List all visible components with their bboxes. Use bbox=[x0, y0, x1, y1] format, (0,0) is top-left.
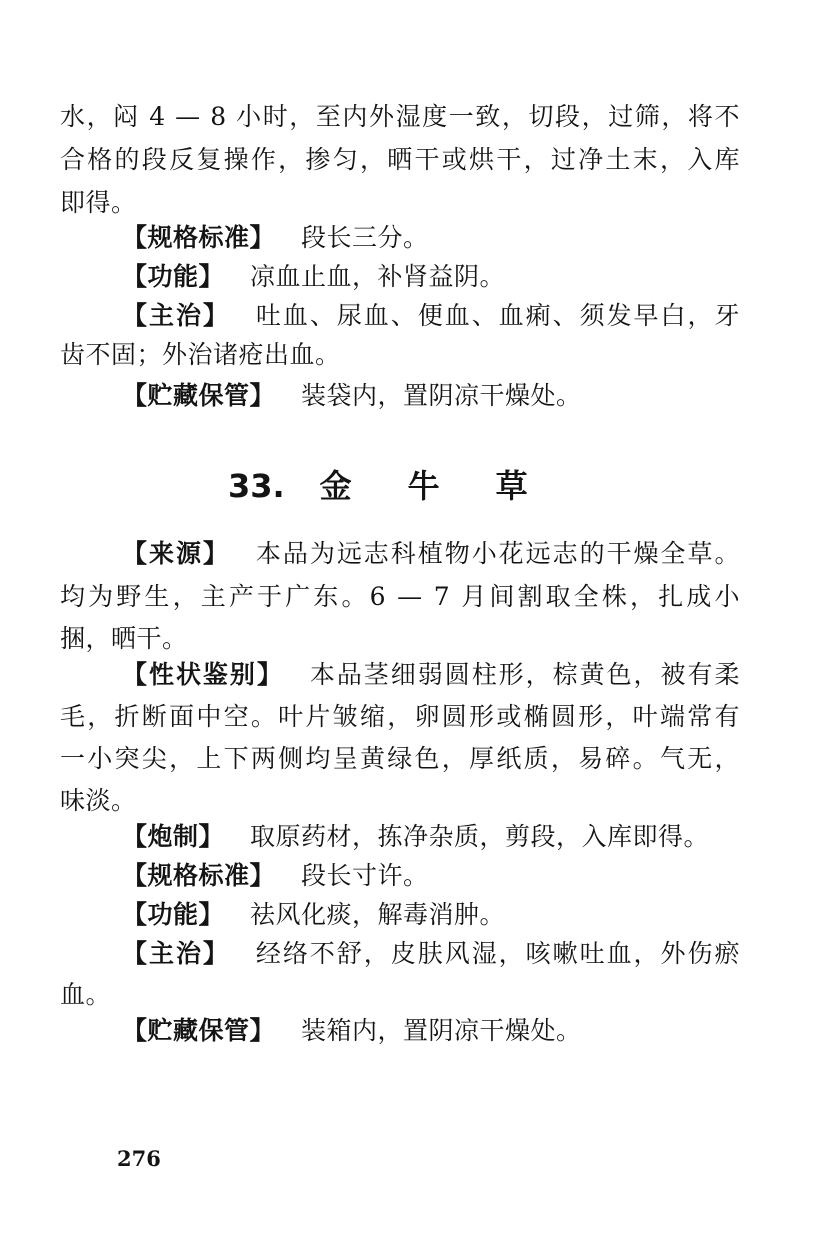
function-label: 【功能】 bbox=[122, 900, 225, 929]
section-title bbox=[228, 464, 529, 508]
spec-label: 【规格标准】 bbox=[122, 223, 276, 252]
indication-text: 吐血、尿血、便血、血痢、须发早白，牙 bbox=[255, 301, 740, 330]
section-number: 33. bbox=[228, 467, 285, 505]
body-line: 均为野生，主产于广东。6 — 7 月间割取全株，扎成小 bbox=[60, 582, 740, 611]
title-char: 牛 bbox=[407, 467, 440, 505]
source-label: 【来源】 bbox=[122, 539, 230, 568]
title-char: 金 bbox=[319, 467, 352, 505]
spec-text: 段长三分。 bbox=[301, 223, 429, 252]
storage-label: 【贮藏保管】 bbox=[122, 381, 276, 410]
identification-entry bbox=[122, 658, 740, 692]
indication-entry bbox=[122, 937, 740, 971]
indication-entry bbox=[122, 299, 740, 333]
spec-entry bbox=[122, 859, 740, 893]
processing-entry bbox=[122, 820, 740, 854]
indication-label: 【主治】 bbox=[122, 939, 230, 968]
spec-text: 段长寸许。 bbox=[301, 861, 429, 890]
body-line: 血。 bbox=[60, 980, 112, 1009]
storage-text: 装箱内，置阴凉干燥处。 bbox=[301, 1016, 582, 1045]
identification-label: 【性状鉴别】 bbox=[122, 660, 284, 689]
indication-text: 经络不舒，皮肤风湿，咳嗽吐血，外伤瘀 bbox=[255, 939, 740, 968]
function-entry bbox=[122, 898, 740, 932]
function-text: 祛风化痰，解毒消肿。 bbox=[250, 900, 506, 929]
body-line: 水，闷 4 — 8 小时，至内外湿度一致，切段，过筛，将不 bbox=[60, 102, 740, 131]
source-entry bbox=[122, 537, 740, 571]
body-line: 味淡。 bbox=[60, 786, 137, 815]
body-line: 一小突尖，上下两侧均呈黄绿色，厚纸质，易碎。气无， bbox=[60, 744, 740, 773]
function-entry bbox=[122, 260, 740, 294]
body-line: 捆，晒干。 bbox=[60, 624, 188, 653]
title-char: 草 bbox=[495, 467, 528, 505]
storage-entry bbox=[122, 379, 740, 413]
indication-label: 【主治】 bbox=[122, 301, 230, 330]
function-label: 【功能】 bbox=[122, 262, 225, 291]
storage-entry bbox=[122, 1014, 740, 1048]
body-line: 即得。 bbox=[60, 188, 137, 217]
identification-text: 本品茎细弱圆柱形，棕黄色，被有柔 bbox=[309, 660, 740, 689]
processing-text: 取原药材，拣净杂质，剪段，入库即得。 bbox=[250, 822, 710, 851]
body-line: 毛，折断面中空。叶片皱缩，卵圆形或椭圆形，叶端常有 bbox=[60, 702, 740, 731]
body-line: 合格的段反复操作，掺匀，晒干或烘干，过净土末，入库 bbox=[60, 145, 740, 174]
source-text: 本品为远志科植物小花远志的干燥全草。 bbox=[255, 539, 740, 568]
spec-label: 【规格标准】 bbox=[122, 861, 276, 890]
body-line: 齿不固；外治诸疮出血。 bbox=[60, 340, 341, 369]
page-number: 276 bbox=[117, 1146, 161, 1171]
processing-label: 【炮制】 bbox=[122, 822, 225, 851]
spec-entry bbox=[122, 221, 740, 255]
function-text: 凉血止血，补肾益阴。 bbox=[250, 262, 506, 291]
storage-text: 装袋内，置阴凉干燥处。 bbox=[301, 381, 582, 410]
storage-label: 【贮藏保管】 bbox=[122, 1016, 276, 1045]
